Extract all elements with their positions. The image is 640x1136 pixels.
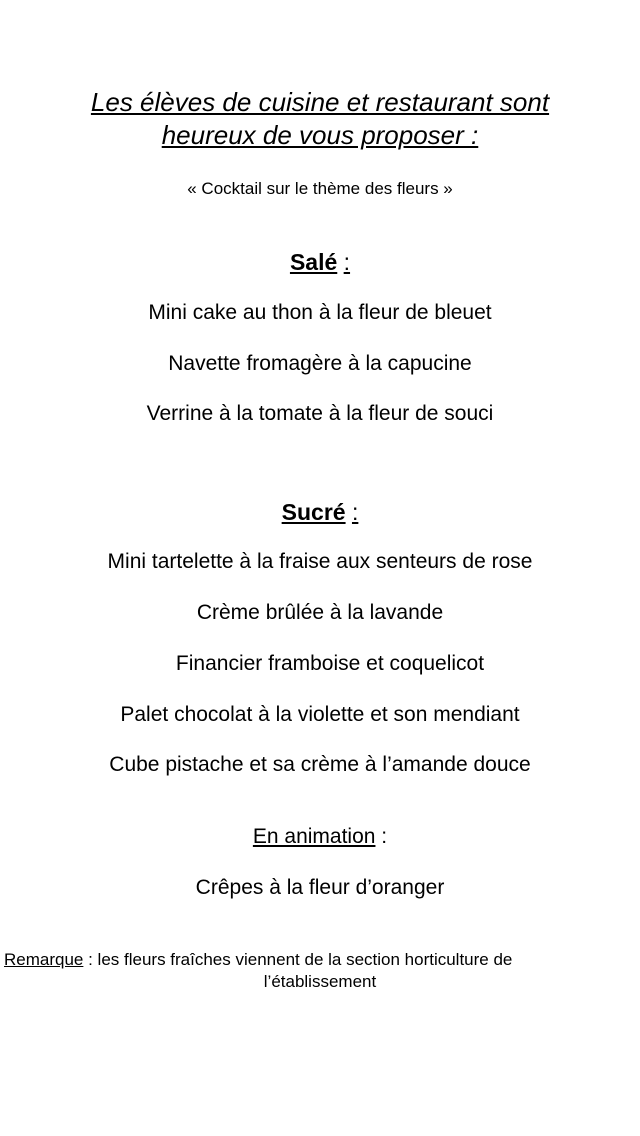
sucre-item: Crème brûlée à la lavande [196, 601, 444, 624]
animation-colon: : [375, 825, 388, 848]
subtitle: « Cocktail sur le thème des fleurs » [187, 179, 453, 198]
sale-heading [0, 248, 640, 276]
sucre-item: Cube pistache et sa crème à l’amande douce [109, 753, 531, 776]
sale-item: Mini cake au thon à la fleur de bleuet [148, 301, 492, 324]
animation-item: Crêpes à la fleur d’oranger [195, 876, 445, 899]
title-line-1: Les élèves de cuisine et restaurant sont [90, 87, 550, 117]
sucre-heading [0, 498, 640, 526]
animation-heading [0, 824, 640, 850]
sale-heading-label: Salé [289, 249, 338, 275]
sale-item: Verrine à la tomate à la fleur de souci [146, 402, 494, 425]
sucre-heading-colon: : [351, 499, 359, 525]
title-line-2: heureux de vous proposer : [161, 120, 479, 150]
animation-label: En animation [252, 825, 376, 848]
sale-item: Navette fromagère à la capucine [168, 352, 472, 375]
remark-label: Remarque [4, 950, 84, 969]
remark-line-2: l’établissement [263, 972, 377, 991]
remark-line-1 [4, 949, 636, 971]
sucre-item: Palet chocolat à la violette et son mendiant [120, 703, 520, 726]
remark-text-1: : les fleurs fraîches viennent de la section horticulture de [83, 950, 513, 969]
sale-heading-colon: : [343, 249, 351, 275]
sucre-item: Financier framboise et coquelicot [175, 652, 485, 675]
sucre-item: Mini tartelette à la fraise aux senteurs de rose [107, 550, 533, 573]
sucre-heading-label: Sucré [281, 499, 346, 525]
